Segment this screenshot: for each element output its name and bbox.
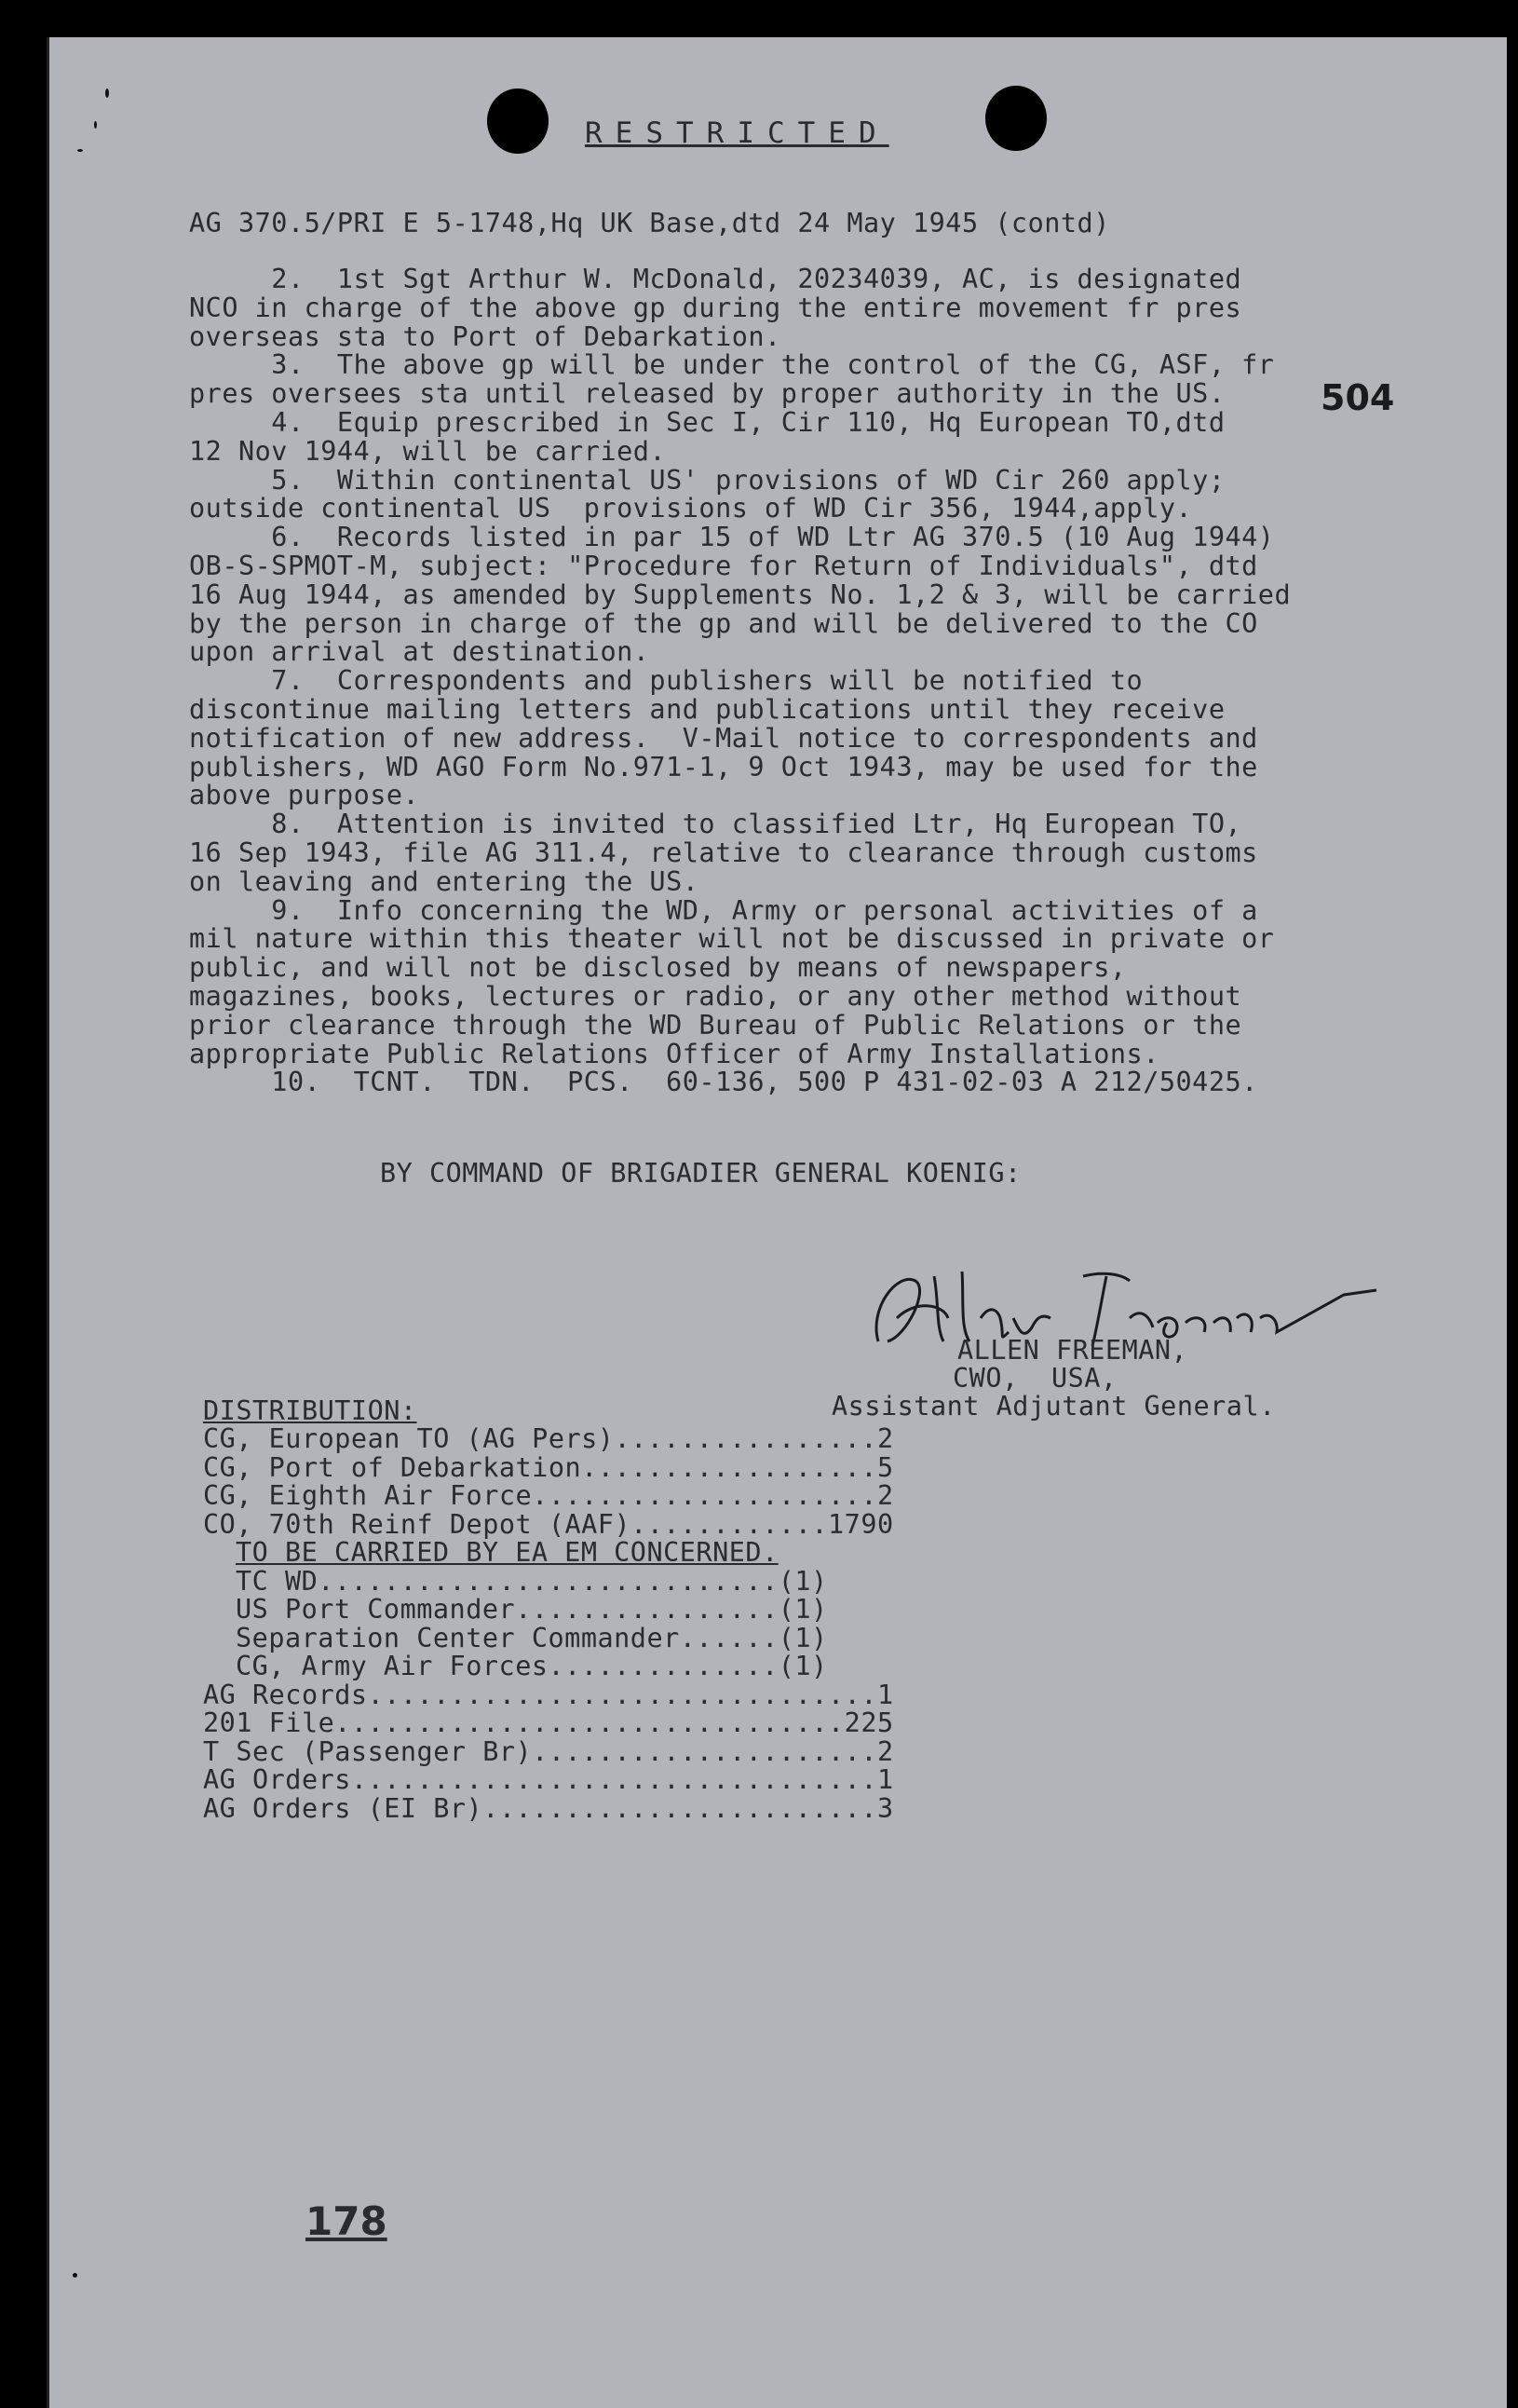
distribution-heading: DISTRIBUTION: <box>203 1395 417 1426</box>
body-line: OB-S-SPMOT-M, subject: "Procedure for Return of Individuals", dtd <box>189 551 1258 581</box>
body-line: 6. Records listed in par 15 of WD Ltr AG 370.5 (10 Aug 1944) <box>189 522 1275 553</box>
body-line: pres oversees sta until released by proper authority in the US. <box>189 378 1226 410</box>
body-line: above purpose. <box>189 780 420 811</box>
signatory-rank: CWO, USA, <box>953 1363 1118 1394</box>
body-line: 16 Sep 1943, file AG 311.4, relative to clearance through customs <box>189 837 1258 868</box>
distribution-item: CG, Eighth Air Force.....................2 <box>203 1480 894 1511</box>
distribution-item: T Sec (Passenger Br).....................2 <box>203 1735 894 1767</box>
body-line: 8. Attention is invited to classified Ltr, Hq European TO, <box>189 809 1242 840</box>
body-line: prior clearance through the WD Bureau of Public Relations or the <box>189 1009 1242 1041</box>
distribution-item: TO BE CARRIED BY EA EM CONCERNED. <box>236 1537 779 1568</box>
signatory-name: ALLEN FREEMAN, <box>957 1335 1188 1366</box>
body-line: notification of new address. V-Mail notice to correspondents and <box>189 722 1258 754</box>
signatory-title: Assistant Adjutant General. <box>832 1391 1276 1422</box>
distribution-item: AG Orders................................1 <box>203 1764 894 1795</box>
body-line: magazines, books, lectures or radio, or any other method without <box>189 981 1242 1012</box>
distribution-item: AG Orders (EI Br)........................3 <box>203 1792 894 1824</box>
distribution-item: CG, Army Air Forces..............(1) <box>236 1651 828 1681</box>
distribution-item: US Port Commander................(1) <box>236 1594 828 1625</box>
body-line: discontinue mailing letters and publications until they receive <box>189 694 1226 725</box>
punch-hole-right <box>985 86 1047 151</box>
body-line: publishers, WD AGO Form No.971-1, 9 Oct 1943, may be used for the <box>189 751 1258 782</box>
body-line: on leaving and entering the US. <box>189 865 699 897</box>
distribution-item: TC WD............................(1) <box>236 1565 828 1597</box>
body-line: public, and will not be disclosed by means of newspapers, <box>189 952 1127 984</box>
command-line: BY COMMAND OF BRIGADIER GENERAL KOENIG: <box>380 1158 1022 1189</box>
distribution-item: CG, Port of Debarkation..................5 <box>203 1451 894 1483</box>
distribution-item: Separation Center Commander......(1) <box>236 1622 828 1653</box>
body-line: overseas sta to Port of Debarkation. <box>189 320 781 352</box>
speck <box>105 88 109 98</box>
speck <box>73 2273 77 2278</box>
body-line: 10. TCNT. TDN. PCS. 60-136, 500 P 431-02-03 A 212/50425. <box>189 1067 1258 1098</box>
distribution-item: AG Records...............................1 <box>203 1679 894 1710</box>
document-page <box>47 37 1507 2408</box>
body-line: NCO in charge of the above gp during the entire movement fr pres <box>189 292 1242 323</box>
speck <box>77 149 83 152</box>
speck <box>94 121 97 129</box>
distribution-item: CO, 70th Reinf Depot (AAF)............1790 <box>203 1508 894 1540</box>
body-line: 5. Within continental US' provisions of WD Cir 260 apply; <box>189 464 1226 496</box>
body-line: 4. Equip prescribed in Sec I, Cir 110, Hq European TO,dtd <box>189 407 1226 438</box>
page-number: 504 <box>1321 377 1395 418</box>
reference-line: AG 370.5/PRI E 5-1748,Hq UK Base,dtd 24 May 1945 (contd) <box>189 208 1110 238</box>
body-line: appropriate Public Relations Officer of Army Installations. <box>189 1038 1159 1069</box>
body-line: 3. The above gp will be under the control of the CG, ASF, fr <box>189 349 1275 381</box>
body-line: 12 Nov 1944, will be carried. <box>189 435 667 467</box>
body-line: upon arrival at destination. <box>189 636 650 668</box>
body-line: outside continental US provisions of WD Cir 356, 1944,apply. <box>189 493 1193 524</box>
page-stamp: 178 <box>305 2198 387 2244</box>
header-restricted: RESTRICTED <box>585 116 889 150</box>
body-line: mil nature within this theater will not be discussed in private or <box>189 923 1275 955</box>
punch-hole-left <box>487 88 549 154</box>
body-line: 7. Correspondents and publishers will be notified to <box>189 665 1144 697</box>
distribution-item: 201 File...............................225 <box>203 1707 894 1738</box>
body-line: 16 Aug 1944, as amended by Supplements No. 1,2 & 3, will be carried <box>189 578 1292 610</box>
body-line: 2. 1st Sgt Arthur W. McDonald, 20234039, AC, is designated <box>189 264 1242 294</box>
body-line: by the person in charge of the gp and will be delivered to the CO <box>189 607 1258 639</box>
body-line: 9. Info concerning the WD, Army or personal activities of a <box>189 894 1258 926</box>
distribution-item: CG, European TO (AG Pers)................2 <box>203 1423 894 1454</box>
